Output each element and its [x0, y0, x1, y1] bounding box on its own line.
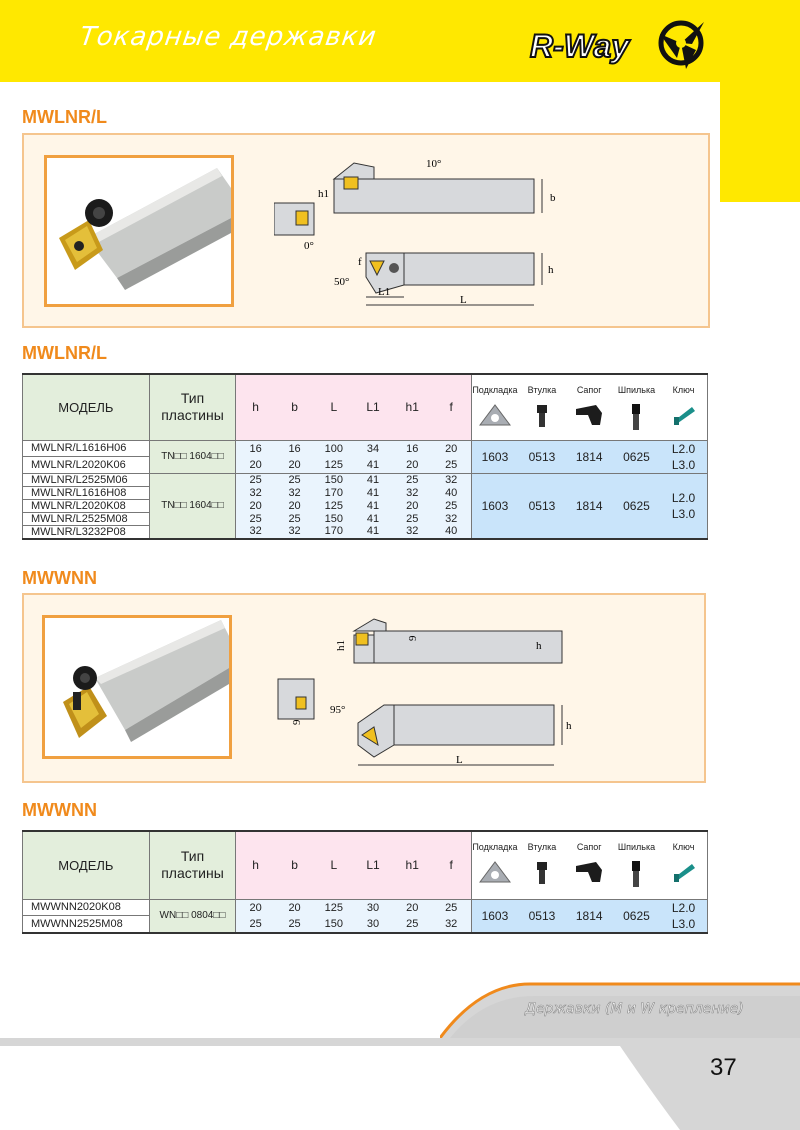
clamp-cell: 1814	[566, 473, 613, 539]
dim-cell: 32	[236, 486, 275, 499]
dim-cell: 16	[393, 440, 432, 457]
insert-type-cell: WN□□ 0804□□	[149, 899, 236, 933]
pin-label: Шпилька	[617, 842, 656, 852]
figure-mwlnr	[22, 133, 710, 328]
bushing-cell: 0513	[518, 899, 565, 933]
bushing-cell: 0513	[518, 473, 565, 539]
dim-cell: 25	[275, 916, 314, 933]
shim-icon	[478, 860, 512, 884]
column-header-model: МОДЕЛЬ	[23, 831, 150, 899]
model-cell: MWLNR/L2525M08	[23, 512, 150, 525]
dim-cell: 16	[236, 440, 275, 457]
spec-table-mwwnn	[22, 830, 708, 934]
dim-cell: 41	[353, 473, 392, 486]
dim-cell: 34	[353, 440, 392, 457]
dim-cell: 25	[432, 499, 471, 512]
dim-cell: 30	[353, 916, 392, 933]
column-header-h1: h1	[393, 374, 432, 440]
spec-table-mwlnr	[22, 373, 708, 540]
section-title: MWLNR/L	[22, 343, 107, 363]
dim-cell: 20	[393, 899, 432, 916]
column-header-key	[660, 831, 707, 899]
dim-cell: 40	[432, 486, 471, 499]
column-header-key	[660, 374, 707, 440]
dim-cell: 20	[236, 457, 275, 474]
shim-label: Подкладка	[472, 385, 518, 395]
column-header-f: f	[432, 831, 471, 899]
dim-cell: 25	[393, 473, 432, 486]
dim-cell: 25	[432, 899, 471, 916]
model-cell: MWLNR/L3232P08	[23, 525, 150, 539]
pin-icon	[629, 860, 643, 888]
insert-type-cell: TN□□ 1604□□	[149, 440, 236, 473]
key-cell	[660, 473, 707, 539]
pin-cell: 0625	[613, 440, 660, 473]
dim-cell: 30	[353, 899, 392, 916]
column-header-L1: L1	[353, 374, 392, 440]
dim-cell: 20	[393, 457, 432, 474]
pin-cell: 0625	[613, 473, 660, 539]
dim-cell: 125	[314, 899, 353, 916]
brand-logo	[530, 14, 710, 74]
drawing-label: 0°	[304, 240, 314, 252]
shim-cell: 1603	[471, 899, 518, 933]
column-header-pin	[613, 831, 660, 899]
key-size: L3.0	[671, 506, 696, 521]
dim-cell: 32	[275, 486, 314, 499]
product-photo-mwlnr	[44, 155, 234, 307]
side-accent	[720, 82, 800, 202]
key-label: Ключ	[672, 385, 695, 395]
model-cell: MWWNN2525M08	[23, 916, 150, 933]
column-header-f: f	[432, 374, 471, 440]
bushing-icon	[534, 403, 550, 429]
drawing-label: h	[536, 640, 542, 652]
dim-cell: 125	[314, 499, 353, 512]
column-header-shim	[471, 831, 518, 899]
section-title: MWWNN	[22, 568, 97, 588]
column-header-pin	[613, 374, 660, 440]
column-header-clamp	[566, 831, 613, 899]
drawing-label: 95°	[330, 704, 346, 716]
insert-type-cell: TN□□ 1604□□	[149, 473, 236, 539]
column-header-h: h	[236, 831, 275, 899]
shim-label: Подкладка	[472, 842, 518, 852]
key-label: Ключ	[672, 842, 695, 852]
clamp-label: Сапог	[576, 385, 602, 395]
page-number: 37	[710, 1054, 737, 1081]
dim-cell: 125	[314, 457, 353, 474]
column-header-L: L	[314, 831, 353, 899]
column-header-L: L	[314, 374, 353, 440]
column-header-b: b	[275, 374, 314, 440]
key-cell	[660, 440, 707, 473]
dim-cell: 150	[314, 512, 353, 525]
section-title: MWLNR/L	[22, 107, 107, 127]
column-header-b: b	[275, 831, 314, 899]
key-size: L2.0	[671, 441, 696, 456]
brand-name: R-Way	[530, 28, 629, 64]
model-cell: MWLNR/L2020K08	[23, 499, 150, 512]
page-title: Токарные державки	[77, 22, 379, 52]
dim-cell: 20	[236, 899, 275, 916]
dim-cell: 32	[236, 525, 275, 539]
column-header-bushing	[518, 374, 565, 440]
drawing-label: b	[550, 192, 556, 204]
dim-cell: 32	[432, 473, 471, 486]
dim-cell: 25	[393, 512, 432, 525]
dim-cell: 25	[236, 916, 275, 933]
pin-label: Шпилька	[617, 385, 656, 395]
dim-cell: 20	[393, 499, 432, 512]
dim-cell: 20	[432, 440, 471, 457]
dim-cell: 25	[393, 916, 432, 933]
drawing-label: h1	[318, 188, 329, 200]
dim-cell: 20	[275, 499, 314, 512]
dim-cell: 41	[353, 525, 392, 539]
drawing-label: 9	[407, 635, 419, 641]
key-size: L2.0	[671, 900, 696, 915]
dim-cell: 25	[432, 457, 471, 474]
table-row	[23, 473, 708, 486]
key-size: L3.0	[671, 916, 696, 931]
key-size: L3.0	[671, 457, 696, 472]
table-row	[23, 440, 708, 457]
technical-drawing-mwwnn	[274, 605, 594, 775]
dim-cell: 32	[393, 525, 432, 539]
dim-cell: 32	[393, 486, 432, 499]
clamp-icon	[574, 403, 604, 427]
drawing-label: 50°	[334, 276, 350, 288]
clamp-icon	[574, 860, 604, 884]
dim-cell: 25	[275, 473, 314, 486]
dim-cell: 25	[236, 473, 275, 486]
dim-cell: 40	[432, 525, 471, 539]
bushing-label: Втулка	[527, 842, 557, 852]
dim-cell: 32	[275, 525, 314, 539]
dim-cell: 150	[314, 473, 353, 486]
technical-drawing-mwlnr	[274, 153, 594, 313]
drawing-label: L1	[378, 286, 391, 298]
table-row	[23, 899, 708, 916]
dim-cell: 41	[353, 457, 392, 474]
bushing-icon	[534, 860, 550, 886]
dim-cell: 100	[314, 440, 353, 457]
dim-cell: 170	[314, 486, 353, 499]
dim-cell: 25	[236, 512, 275, 525]
column-header-L1: L1	[353, 831, 392, 899]
section-title: MWWNN	[22, 800, 97, 820]
model-cell: MWLNR/L2525M06	[23, 473, 150, 486]
dim-cell: 41	[353, 486, 392, 499]
dim-cell: 20	[236, 499, 275, 512]
drawing-label: L	[456, 754, 463, 766]
shim-cell: 1603	[471, 440, 518, 473]
drawing-label: h	[548, 264, 554, 276]
column-header-type: Тип пластины	[149, 831, 236, 899]
clamp-cell: 1814	[566, 899, 613, 933]
dim-cell: 150	[314, 916, 353, 933]
dim-cell: 41	[353, 512, 392, 525]
key-size: L2.0	[671, 490, 696, 505]
column-header-h: h	[236, 374, 275, 440]
drawing-label: h1	[335, 640, 347, 651]
column-header-bushing	[518, 831, 565, 899]
figure-mwwnn	[22, 593, 706, 783]
product-photo-mwwnn	[42, 615, 232, 759]
drawing-label: 10°	[426, 158, 442, 170]
dim-cell: 170	[314, 525, 353, 539]
key-icon	[670, 860, 698, 884]
dim-cell: 41	[353, 499, 392, 512]
column-header-clamp	[566, 374, 613, 440]
bushing-label: Втулка	[527, 385, 557, 395]
drawing-label: h	[566, 720, 572, 732]
shim-icon	[478, 403, 512, 427]
key-icon	[670, 403, 698, 427]
dim-cell: 32	[432, 512, 471, 525]
shim-cell: 1603	[471, 473, 518, 539]
model-cell: MWLNR/L2020K06	[23, 457, 150, 474]
clamp-label: Сапог	[576, 842, 602, 852]
model-cell: MWLNR/L1616H08	[23, 486, 150, 499]
column-header-type: Тип пластины	[149, 374, 236, 440]
dim-cell: 20	[275, 457, 314, 474]
dim-cell: 20	[275, 899, 314, 916]
clamp-cell: 1814	[566, 440, 613, 473]
footer-caption: Державки (M и W крепление)	[525, 1001, 744, 1017]
pin-cell: 0625	[613, 899, 660, 933]
dim-cell: 16	[275, 440, 314, 457]
drawing-label: 9	[291, 719, 303, 725]
key-cell	[660, 899, 707, 933]
drawing-label: L	[460, 294, 467, 306]
pin-icon	[629, 403, 643, 431]
column-header-model: МОДЕЛЬ	[23, 374, 150, 440]
column-header-shim	[471, 374, 518, 440]
dim-cell: 25	[275, 512, 314, 525]
bushing-cell: 0513	[518, 440, 565, 473]
drawing-label: f	[358, 256, 362, 268]
brand-mark-icon	[652, 14, 710, 72]
model-cell: MWWNN2020K08	[23, 899, 150, 916]
footer-band	[0, 1038, 800, 1046]
model-cell: MWLNR/L1616H06	[23, 440, 150, 457]
dim-cell: 32	[432, 916, 471, 933]
column-header-h1: h1	[393, 831, 432, 899]
